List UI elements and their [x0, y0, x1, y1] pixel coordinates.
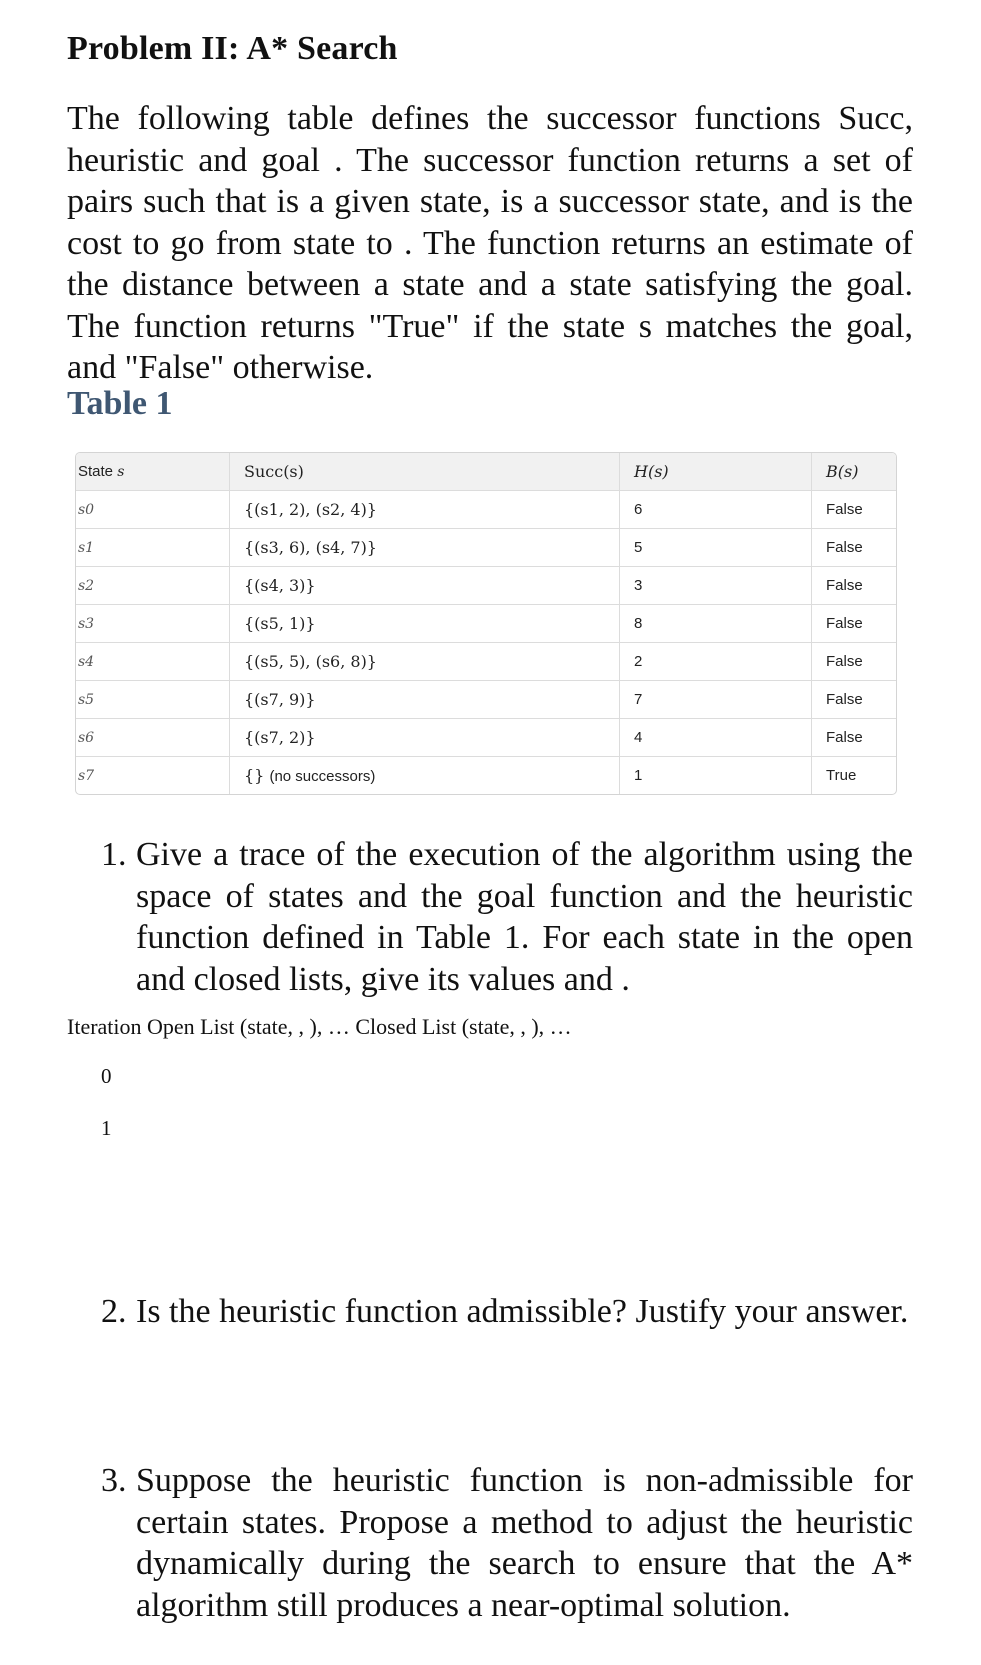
- table-header-row: [76, 453, 896, 491]
- cell-state-value: s1: [78, 539, 95, 556]
- iteration-row-1: 1: [101, 1116, 112, 1140]
- cell-state-value: s6: [78, 729, 95, 746]
- successor-table: [75, 452, 897, 795]
- cell-succ-value: {(s5, 5), (s6, 8)}: [244, 652, 377, 671]
- cell-state: [76, 757, 230, 795]
- cell-b-value: False: [826, 539, 863, 556]
- table-caption: Table 1: [67, 385, 173, 422]
- cell-succ: [230, 567, 620, 605]
- cell-b: [812, 757, 897, 795]
- cell-succ: [230, 719, 620, 757]
- cell-succ: [230, 605, 620, 643]
- iteration-table-header: Iteration Open List (state, , ), … Closed List (state, , ), …: [67, 1014, 572, 1039]
- problem-title: Problem II: A* Search: [67, 30, 398, 67]
- cell-h: [620, 643, 812, 681]
- question-3-text: Suppose the heuristic function is non-admissible for certain states. Propose a method to adjust the heuristic dynamically during the search to ensure that the A* algorithm still produces a near-optimal solution.: [136, 1462, 913, 1624]
- table-row: [76, 757, 896, 795]
- cell-succ-value: {(s1, 2), (s2, 4)}: [244, 500, 377, 519]
- cell-b: [812, 529, 897, 567]
- cell-h: [620, 529, 812, 567]
- cell-state: [76, 719, 230, 757]
- cell-h-value: 5: [634, 539, 643, 556]
- cell-b: [812, 491, 897, 529]
- cell-h-value: 4: [634, 729, 643, 746]
- cell-h: [620, 567, 812, 605]
- cell-b: [812, 567, 897, 605]
- cell-h: [620, 719, 812, 757]
- cell-state-value: s0: [78, 501, 95, 518]
- cell-succ: [230, 643, 620, 681]
- cell-succ-value: {(s4, 3)}: [244, 576, 316, 595]
- cell-b-value: False: [826, 691, 863, 708]
- cell-state: [76, 643, 230, 681]
- question-2-number: 2.: [101, 1293, 127, 1330]
- table-row: [76, 567, 896, 605]
- cell-b-value: True: [826, 767, 857, 784]
- header-state-label: State: [78, 463, 114, 480]
- cell-note: (no successors): [269, 768, 376, 785]
- cell-h: [620, 605, 812, 643]
- cell-h-value: 8: [634, 615, 643, 632]
- table-row: [76, 681, 896, 719]
- cell-state-value: s7: [78, 767, 95, 784]
- cell-b-value: False: [826, 501, 863, 518]
- table-row: [76, 605, 896, 643]
- cell-state: [76, 567, 230, 605]
- cell-state: [76, 529, 230, 567]
- cell-succ-value: {(s3, 6), (s4, 7)}: [244, 538, 377, 557]
- cell-h: [620, 757, 812, 795]
- table-row: [76, 491, 896, 529]
- table-body: [76, 491, 896, 795]
- cell-b-value: False: [826, 615, 863, 632]
- cell-state: [76, 681, 230, 719]
- header-b: B(s): [812, 453, 897, 491]
- cell-state-value: s4: [78, 653, 95, 670]
- table-row: [76, 719, 896, 757]
- header-succ: Succ(s): [230, 453, 620, 491]
- question-3-number: 3.: [101, 1462, 127, 1499]
- question-2: [101, 1291, 913, 1333]
- cell-succ-value: {}: [244, 766, 265, 785]
- cell-h-value: 1: [634, 767, 643, 784]
- question-1-number: 1.: [101, 836, 127, 873]
- cell-h: [620, 491, 812, 529]
- cell-succ-value: {(s5, 1)}: [244, 614, 316, 633]
- question-2-text: Is the heuristic function admissible? Justify your answer.: [136, 1293, 909, 1330]
- header-h: H(s): [620, 453, 812, 491]
- cell-h-value: 7: [634, 691, 643, 708]
- cell-h-value: 2: [634, 653, 643, 670]
- table-row: [76, 529, 896, 567]
- iteration-row-0: 0: [101, 1064, 112, 1088]
- question-1: [101, 834, 913, 1000]
- cell-b: [812, 719, 897, 757]
- cell-b-value: False: [826, 729, 863, 746]
- cell-state-value: s5: [78, 691, 95, 708]
- cell-succ: [230, 757, 620, 795]
- cell-state-value: s3: [78, 615, 95, 632]
- cell-h-value: 3: [634, 577, 643, 594]
- question-1-text: Give a trace of the execution of the algorithm using the space of states and the goal function and the heuristic function defined in Table 1. For each state in the open and closed lists, give its values and .: [136, 836, 913, 998]
- cell-succ: [230, 681, 620, 719]
- cell-succ: [230, 491, 620, 529]
- cell-h: [620, 681, 812, 719]
- cell-state: [76, 491, 230, 529]
- cell-succ-value: {(s7, 2)}: [244, 728, 316, 747]
- cell-b: [812, 643, 897, 681]
- cell-b: [812, 605, 897, 643]
- table-row: [76, 643, 896, 681]
- cell-succ-value: {(s7, 9)}: [244, 690, 316, 709]
- header-state: [76, 453, 230, 491]
- cell-succ: [230, 529, 620, 567]
- cell-state-value: s2: [78, 577, 95, 594]
- cell-h-value: 6: [634, 501, 643, 518]
- question-3: [101, 1460, 913, 1626]
- cell-b: [812, 681, 897, 719]
- cell-state: [76, 605, 230, 643]
- cell-b-value: False: [826, 577, 863, 594]
- intro-paragraph: The following table defines the successor functions Succ, heuristic and goal . The successor function returns a set of pairs such that is a given state, is a successor state, and is the cost to go from state to . The function returns an estimate of the distance between a state and a state satisfying the goal. The function returns "True" if the state s matches the goal, and "False" otherwise.: [67, 100, 913, 386]
- header-state-var: s: [117, 464, 125, 480]
- cell-b-value: False: [826, 653, 863, 670]
